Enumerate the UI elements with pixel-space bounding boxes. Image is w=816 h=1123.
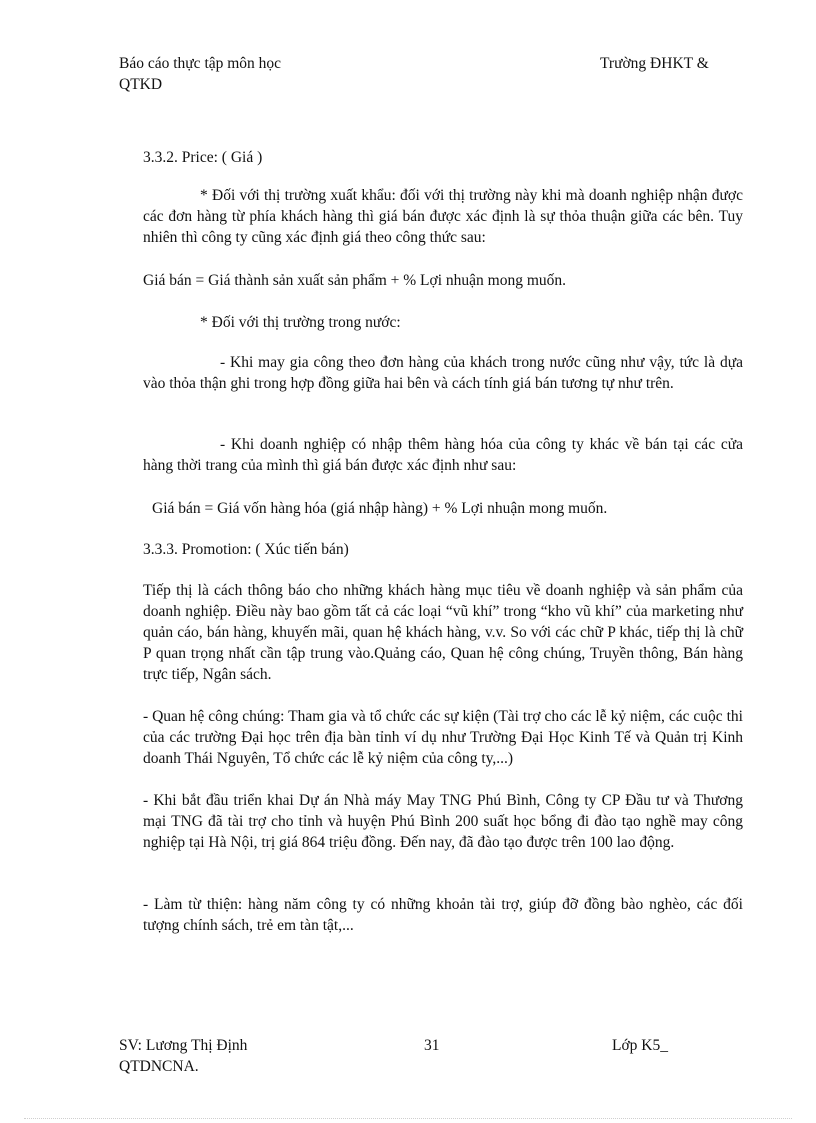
footer-class: Lớp K5_ [612,1037,668,1054]
tng-scholarship-paragraph: - Khi bắt đầu triển khai Dự án Nhà máy May TNG Phú Bình, Công ty CP Đầu tư và Thương mại TNG đã tài trợ cho tỉnh và huyện Phú Bình 200 suất học bổng đi đào tạo nghề may công nghiệp tại Hà Nội, trị giá 864 triệu đồng. Đến nay, đã đào tạo được trên 100 lao động. [143,792,743,851]
promotion-paragraph: Tiếp thị là cách thông báo cho những khách hàng mục tiêu về doanh nghiệp và sản phẩm của doanh nghiệp. Điều này bao gồm tất cả các loại “vũ khí” trong “kho vũ khí” của marketing như quản cáo, bán hàng, khuyến mãi, quan hệ khách hàng, v.v. So với các chữ P khác, tiếp thị là chữ P quan trọng nhất cần tập trung vào.Quảng cáo, Quan hệ công chúng, Truyền thông, Bán hàng trực tiếp, Ngân sách. [143,582,743,683]
price-formula-2: Giá bán = Giá vốn hàng hóa (giá nhập hàng) + % Lợi nhuận mong muốn. [152,500,608,517]
charity-paragraph: - Làm từ thiện: hàng năm công ty có những khoản tài trợ, giúp đỡ đồng bào nghèo, các đối tượng chính sách, trẻ em tàn tật,... [143,896,743,934]
header-title: Báo cáo thực tập môn học [119,55,282,72]
domestic-paragraph-1: - Khi may gia công theo đơn hàng của khách trong nước cũng như vậy, tức là dựa vào thỏa thận ghi trong hợp đồng giữa hai bên và cách tính giá bán tương tự như trên. [143,354,743,392]
export-market-paragraph: * Đối với thị trường xuất khẩu: đối với thị trường này khi mà doanh nghiệp nhận được các đơn hàng từ phía khách hàng thì giá bán được xác định là sự thỏa thuận giữa các bên. Tuy nhiên thì công ty cũng xác định giá theo công thức sau: [143,187,743,246]
page-bottom-divider [24,1118,792,1119]
domestic-market-heading: * Đối với thị trường trong nước: [200,314,401,331]
footer-student-name: SV: Lương Thị Định [119,1037,248,1054]
header-title-line2: QTKD [119,76,163,93]
section-332-heading: 3.3.2. Price: ( Giá ) [143,149,263,166]
footer-class-line2: QTDNCNA. [119,1058,199,1075]
domestic-paragraph-2: - Khi doanh nghiệp có nhập thêm hàng hóa của công ty khác về bán tại các cửa hàng thời trang của mình thì giá bán được xác định như sau: [143,436,743,474]
price-formula-1: Giá bán = Giá thành sản xuất sản phẩm + % Lợi nhuận mong muốn. [143,272,567,289]
public-relations-paragraph: - Quan hệ công chúng: Tham gia và tổ chức các sự kiện (Tài trợ cho các lễ kỷ niệm, các cuộc thi của các trường Đại học trên địa bàn tỉnh ví dụ như Trường Đại Học Kinh Tế và Quản trị Kinh doanh Thái Nguyên, Tổ chức các lễ kỷ niệm của công ty,...) [143,708,743,767]
section-333-heading: 3.3.3. Promotion: ( Xúc tiến bán) [143,541,349,558]
header-school: Trường ĐHKT & [600,55,709,72]
page-number: 31 [424,1037,440,1054]
